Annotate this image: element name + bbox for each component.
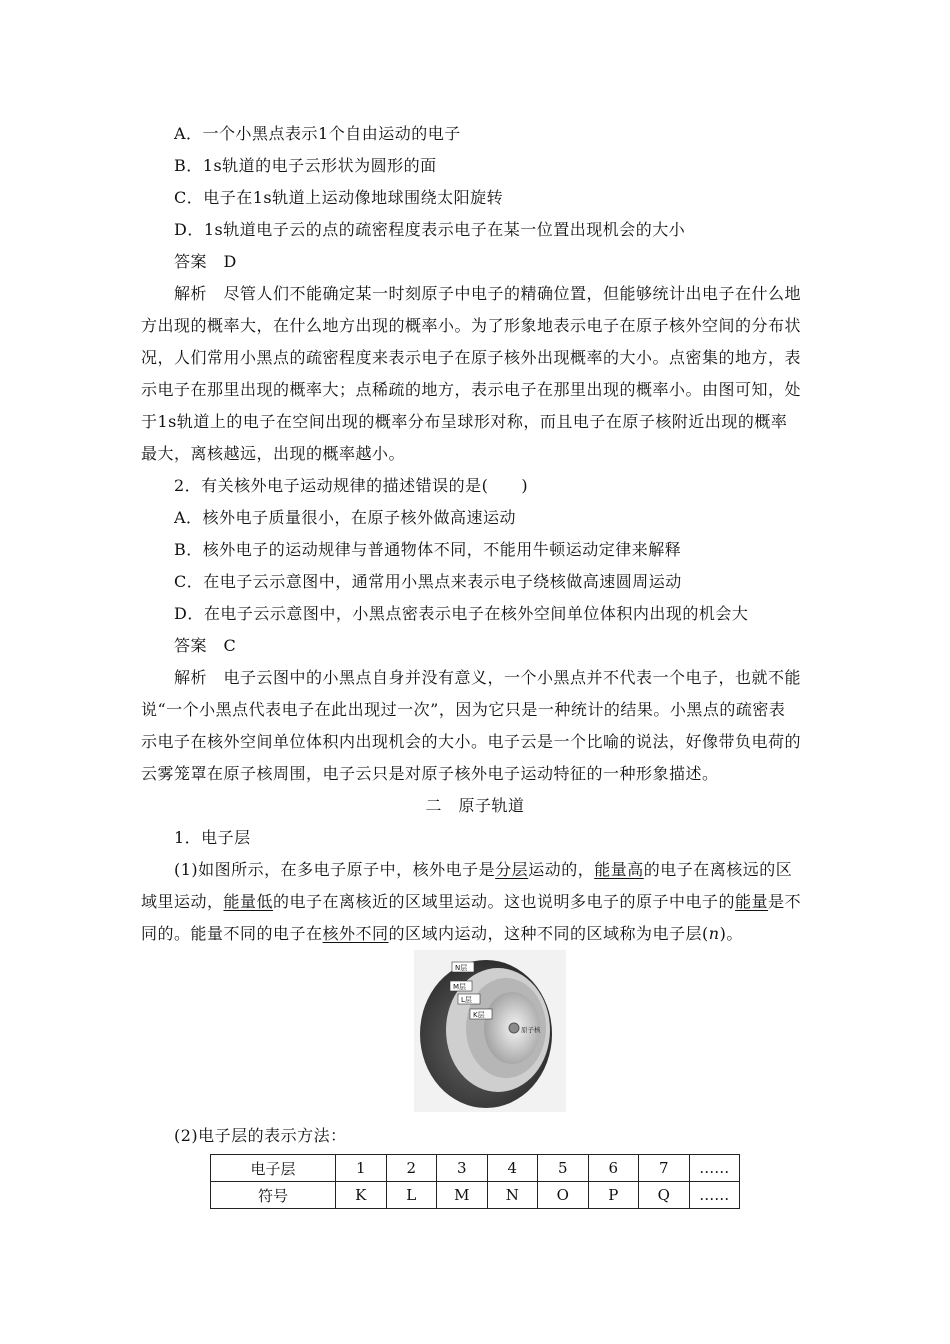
electron-shell-table bbox=[210, 1154, 740, 1209]
table-cell: 1 bbox=[336, 1155, 387, 1182]
q2-analysis-line: 示电子在核外空间单位体积内出现机会的大小。电子云是一个比喻的说法，好像带负电荷的 bbox=[141, 732, 802, 751]
q1-analysis-line: 况，人们常用小黑点的疏密程度来表示电子在原子核外出现概率的大小。点密集的地方，表 bbox=[141, 348, 802, 367]
electron-shell-figure bbox=[414, 950, 566, 1112]
label-m-shell: M层 bbox=[453, 983, 467, 991]
q1-analysis-line: 示电子在那里出现的概率大；点稀疏的地方，表示电子在那里出现的概率小。由图可知，处 bbox=[141, 380, 802, 399]
q1-analysis-line: 方出现的概率大，在什么地方出现的概率小。为了形象地表示电子在原子核外空间的分布状 bbox=[141, 316, 802, 335]
paragraph-line-1 bbox=[174, 860, 844, 880]
text-run: )。 bbox=[719, 924, 743, 943]
row-header: 符号 bbox=[211, 1182, 336, 1209]
q2-answer: 答案 C bbox=[174, 636, 237, 655]
underlined-term: 能量 bbox=[735, 892, 769, 911]
table-cell: K bbox=[336, 1182, 387, 1209]
table-cell: L bbox=[386, 1182, 437, 1209]
table-cell: 3 bbox=[437, 1155, 488, 1182]
q2-stem: 2．有关核外电子运动规律的描述错误的是( ) bbox=[174, 476, 529, 495]
variable-n: n bbox=[708, 924, 720, 943]
q1-analysis-line: 于1s轨道上的电子在空间出现的概率分布呈球形对称，而且电子在原子核附近出现的概率 bbox=[141, 412, 788, 431]
paragraph-line-3 bbox=[141, 924, 811, 944]
label-n-shell: N层 bbox=[455, 964, 468, 972]
q2-analysis-line: 解析 电子云图中的小黑点自身并没有意义，一个小黑点并不代表一个电子，也就不能 bbox=[174, 668, 802, 687]
table-cell: Q bbox=[639, 1182, 690, 1209]
q2-analysis-line: 说“一个小黑点代表电子在此出现过一次”，因为它只是一种统计的结果。小黑点的疏密表 bbox=[141, 700, 786, 719]
table-row bbox=[211, 1155, 740, 1182]
table-cell: 7 bbox=[639, 1155, 690, 1182]
text-run: 同的。能量不同的电子在 bbox=[141, 924, 323, 943]
underlined-term: 能量低 bbox=[223, 892, 274, 911]
q1-option-d: D．1s轨道电子云的点的疏密程度表示电子在某一位置出现机会的大小 bbox=[174, 220, 686, 239]
text-run: 域里运动， bbox=[141, 892, 224, 911]
q2-option-b: B．核外电子的运动规律与普通物体不同，不能用牛顿运动定律来解释 bbox=[174, 540, 682, 559]
q2-option-c: C．在电子云示意图中，通常用小黑点来表示电子绕核做高速圆周运动 bbox=[174, 572, 682, 591]
text-run: 的区域内运动，这种不同的区域称为电子层( bbox=[388, 924, 709, 943]
text-run: 的电子在离核近的区域里运动。这也说明多电子的原子中电子的 bbox=[273, 892, 736, 911]
underlined-term: 能量高 bbox=[594, 860, 644, 879]
paragraph-line-2 bbox=[141, 892, 811, 912]
table-cell: O bbox=[538, 1182, 589, 1209]
table-cell: 2 bbox=[386, 1155, 437, 1182]
text-run: (1)如图所示，在多电子原子中，核外电子是 bbox=[174, 860, 496, 879]
row-header: 电子层 bbox=[211, 1155, 336, 1182]
q1-option-b: B．1s轨道的电子云形状为圆形的面 bbox=[174, 156, 437, 175]
table-cell: N bbox=[487, 1182, 538, 1209]
q1-answer: 答案 D bbox=[174, 252, 237, 271]
table-cell: P bbox=[588, 1182, 639, 1209]
table-cell: …… bbox=[689, 1155, 740, 1182]
q2-analysis-line: 云雾笼罩在原子核周围，电子云只是对原子核外电子运动特征的一种形象描述。 bbox=[141, 764, 719, 783]
table-cell: 4 bbox=[487, 1155, 538, 1182]
subsection-title: 1．电子层 bbox=[174, 828, 251, 847]
table-cell: …… bbox=[689, 1182, 740, 1209]
table-cell: M bbox=[437, 1182, 488, 1209]
nucleus bbox=[509, 1023, 519, 1033]
underlined-term: 分层 bbox=[495, 860, 529, 879]
table-row bbox=[211, 1182, 740, 1209]
table-cell: 5 bbox=[538, 1155, 589, 1182]
q1-analysis-line: 最大，离核越远，出现的概率越小。 bbox=[141, 444, 406, 463]
underlined-term: 核外不同 bbox=[322, 924, 389, 943]
representation-heading: (2)电子层的表示方法： bbox=[174, 1126, 347, 1145]
q1-option-a: A．一个小黑点表示1个自由运动的电子 bbox=[174, 124, 461, 143]
text-run: 运动的， bbox=[528, 860, 595, 879]
label-k-shell: K层 bbox=[473, 1011, 485, 1019]
table-cell: 6 bbox=[588, 1155, 639, 1182]
q1-analysis-line: 解析 尽管人们不能确定某一时刻原子中电子的精确位置，但能够统计出电子在什么地 bbox=[174, 284, 802, 303]
q2-option-a: A．核外电子质量很小，在原子核外做高速运动 bbox=[174, 508, 517, 527]
q1-option-c: C．电子在1s轨道上运动像地球围绕太阳旋转 bbox=[174, 188, 504, 207]
label-nucleus: 原子核 bbox=[521, 1026, 541, 1034]
q2-option-d: D．在电子云示意图中，小黑点密表示电子在核外空间单位体积内出现的机会大 bbox=[174, 604, 749, 623]
label-l-shell: L层 bbox=[461, 996, 472, 1004]
section-heading: 二 原子轨道 bbox=[425, 796, 525, 815]
text-run: 是不 bbox=[768, 892, 802, 911]
text-run: 的电子在离核远的区 bbox=[643, 860, 793, 879]
